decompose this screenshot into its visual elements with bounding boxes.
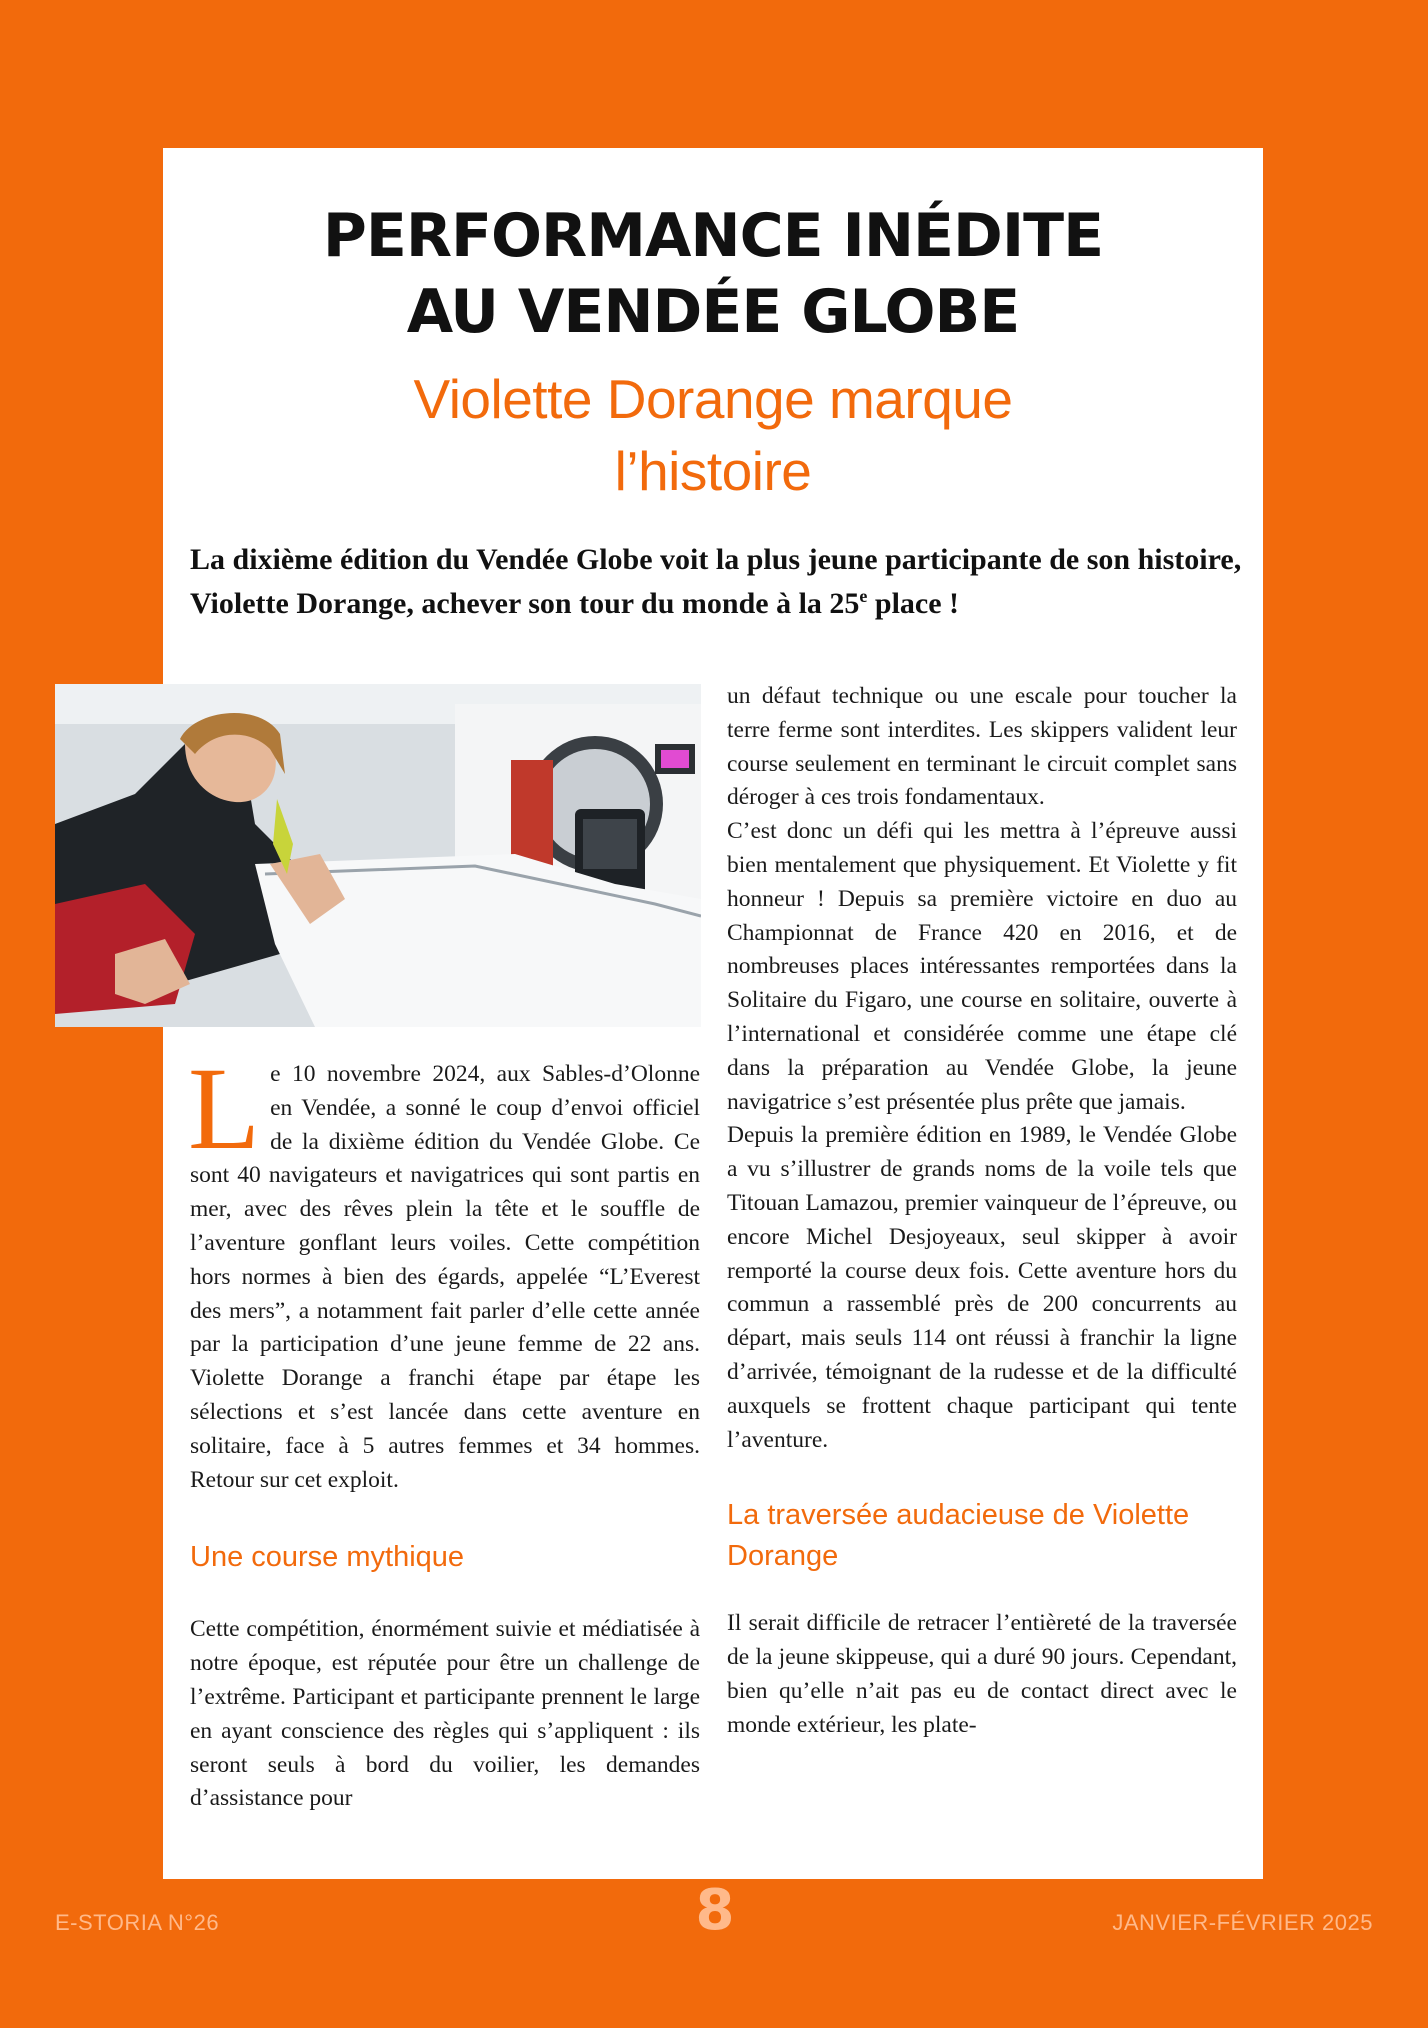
subtitle-line-2: l’histoire (614, 440, 812, 502)
article-subtitle (163, 363, 1263, 507)
title-line-2: AU VENDÉE GLOBE (406, 277, 1020, 347)
intro-text: La dixième édition du Vendée Globe voit la plus jeune participante de son histoire, Violette Dorange, achever son tour du monde à la 25 (190, 543, 1242, 620)
article-column-right (727, 680, 1237, 1743)
article-column-left (188, 1043, 700, 1816)
paragraph-opening: e 10 novembre 2024, aux Sables-d’Olonne en Vendée, a sonné le coup d’envoi officiel de la dixième édition du Vendée Globe. Ce sont 40 navigateurs et navigatrices qui sont partis en mer, avec des rêves plein la tête et le souffle de l’aventure gonflant leurs voiles. Cette compétition hors normes à bien des égards, appelée “L’Everest des mers”, a notamment fait parler d’elle cette année par la participation d’une jeune femme de 22 ans. Violette Dorange a franchi étape par étape les sélections et s’est lancée dans cette aventure en solitaire, face à 5 autres femmes et 34 hommes. Retour sur cet exploit. (190, 1061, 700, 1493)
intro-superscript: e (859, 586, 868, 606)
issue-date-label: JANVIER-FÉVRIER 2025 (1112, 1910, 1373, 1935)
skipper-photo (55, 684, 701, 1027)
paragraph-rules-continued: un défaut technique ou une escale pour toucher la terre ferme sont interdites. Les skippers valident leur course seulement en terminant le circuit complet sans déroger à ces trois fondamentaux. (727, 683, 1237, 811)
page-number: 8 (695, 1878, 735, 1943)
article-intro (190, 538, 1245, 626)
paragraph-course-rules: Cette compétition, énormément suivie et médiatisée à notre époque, est réputée pour être un challenge de l’extrême. Participant et participante prennent le large en ayant conscience des règles qui s’appliquent : ils seront seuls à bord du voilier, les demandes d’assistance pour (190, 1616, 700, 1812)
paragraph-history: Depuis la première édition en 1989, le Vendée Globe a vu s’illustrer de grands noms de la voile tels que Titouan Lamazou, premier vainqueur de l’épreuve, ou encore Michel Desjoyeaux, seul skipper à avoir remporté la course deux fois. Cette aventure hors du commun a rassemblé près de 200 concurrents au départ, mais seuls 114 ont réussi à franchir la ligne d’arrivée, témoignant de la rudesse et de la difficulté auxquels se frottent chaque participant qui tente l’aventure. (727, 1122, 1237, 1453)
article-title (163, 198, 1263, 350)
magazine-issue-label: E-STORIA N°26 (55, 1910, 220, 1935)
paragraph-challenge: C’est donc un défi qui les mettra à l’épreuve aussi bien mentalement que physiquement. Et Violette y fit honneur ! Depuis sa première victoire en duo au Championnat de France 420 en 2016, et de nombreuses places intéressantes remportées dans la Solitaire du Figaro, une course en solitaire, ouverte à l’international et considérée comme une étape clé dans la préparation au Vendée Globe, la jeune navigatrice s’est présentée plus prête que jamais. (727, 818, 1237, 1115)
drop-cap: L (188, 1043, 261, 1174)
title-line-1: PERFORMANCE INÉDITE (322, 201, 1104, 271)
section-heading-crossing: La traversée audacieuse de Violette Dorange (727, 1499, 1190, 1573)
paragraph-crossing: Il serait difficile de retracer l’entièreté de la traversée de la jeune skippeuse, qui a duré 90 jours. Cependant, bien qu’elle n’ait pas eu de contact direct avec le monde extérieur, les plate- (727, 1610, 1237, 1738)
intro-text-end: place ! (867, 587, 960, 620)
section-heading-course: Une course mythique (190, 1541, 465, 1574)
subtitle-line-1: Violette Dorange marque (413, 368, 1013, 430)
